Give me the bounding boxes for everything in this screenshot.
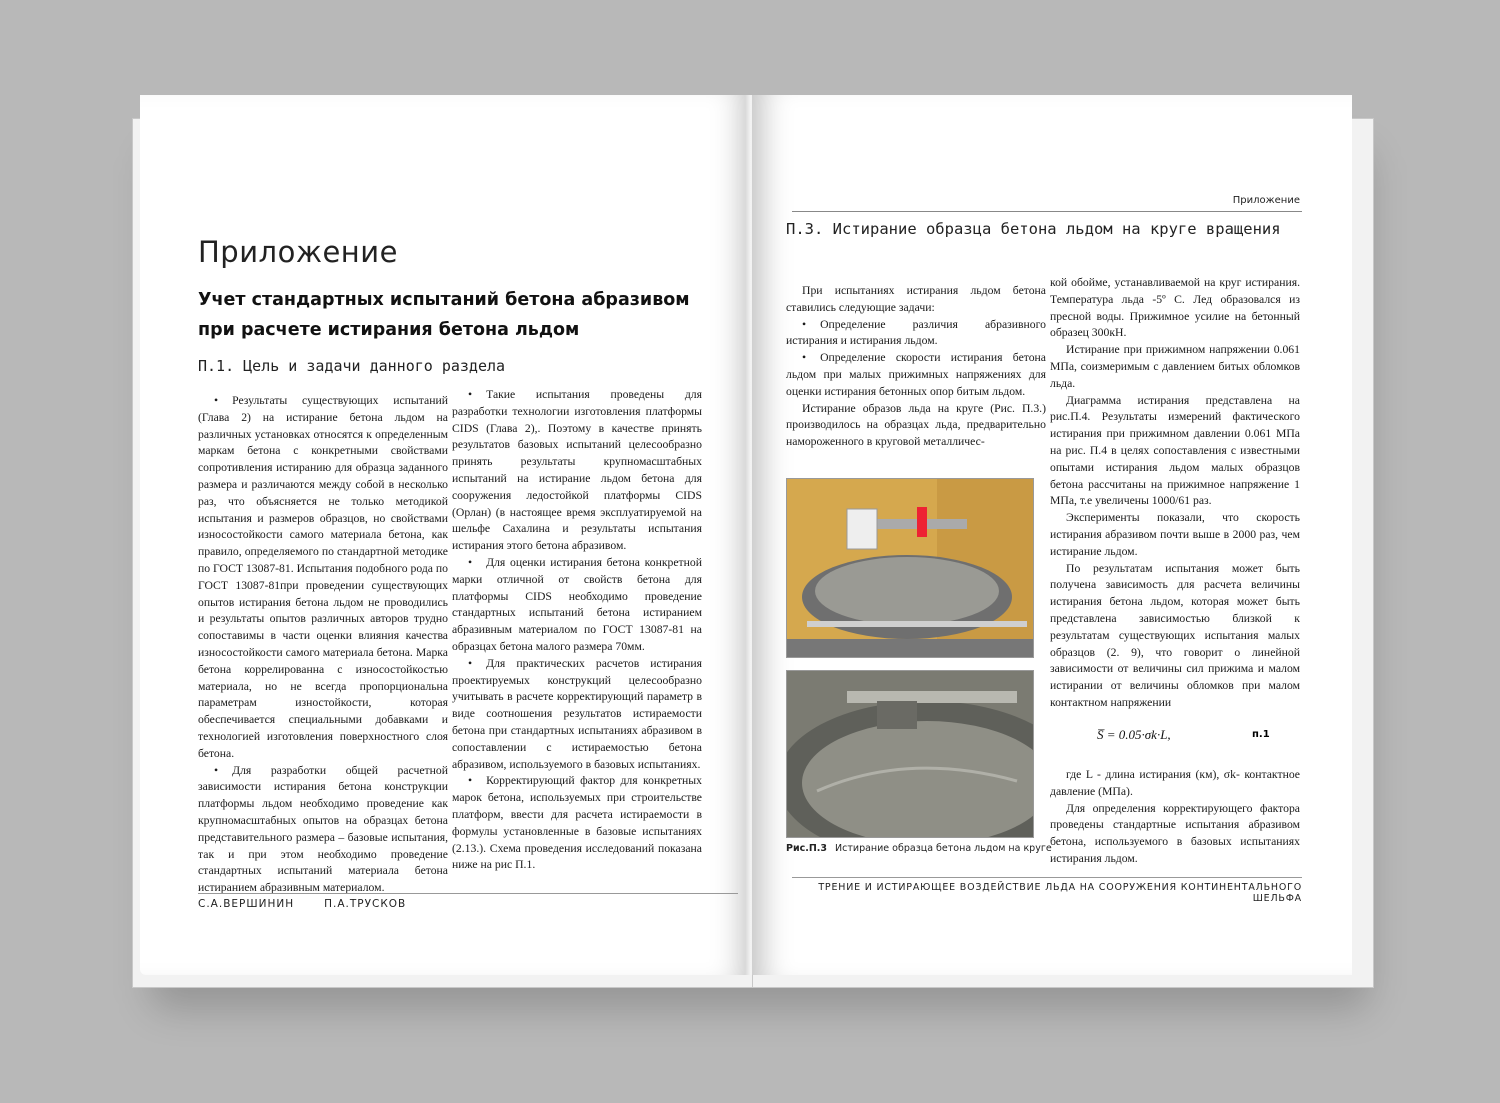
paragraph: • Такие испытания проведены для разработки технологии изготовления платформы CIDS (Глава 2),. Поэтому в качестве принять результатов базовых испытаний целесообразно принять результаты крупномасштабных испытаний на истирание льдом бетона для сооружения ледостойкой платформы CIDS (Орлан) (в настоящее время эксплуатируемой на шельфе Сахалина и результаты испытания истирания этого бетона абразивом.: [452, 387, 702, 555]
footer-book-title: ТРЕНИЕ И ИСТИРАЮЩЕЕ ВОЗДЕЙСТВИЕ ЛЬДА НА СООРУЖЕНИЯ КОНТИНЕНТАЛЬНОГО ШЕЛЬФА: [818, 882, 1302, 904]
footer-author-1: С.А.ВЕРШИНИН: [198, 898, 295, 910]
section-heading-p3: П.3. Истирание образца бетона льдом на круге вращения: [786, 220, 1281, 238]
paragraph: • Для практических расчетов истирания проектируемых конструкций целесообразно учитывать в расчете корректирующий параметр в виде соотношения результатов истираемости бетона при стандартных испытаниях абразивом в сопоставлении с истираемостью бетона абразивом, используемого в базовых испытаниях.: [452, 656, 702, 774]
paragraph: Истирание при прижимном напряжении 0.061 МПа, соизмеримым с давлением битых обломков льда.: [1050, 343, 1300, 390]
divider: [792, 211, 1302, 212]
paragraph: • Результаты существующих испытаний (Глава 2) на истирание бетона льдом на различных установках относятся к определенным маркам бетона с конкретными свойствами сопротивления истиранию для образца заданного размера и различаются между собой в несколько раз, что объясняется не только методикой испытания и размеров образцов, но свойствами износостойкости самого материала бетона, как правило, определяемого по стандартной методике по ГОСТ 13087-81. Испытания подобного рода по ГОСТ 13087-81при проведении существующих опытов истирания бетона льдом не проводились и результаты опытов различных авторов трудно сопоставимы в части оценки влияния качества износостойкости самого материала бетона. Марка бетона коррелированна с износостойкостью материала, но не всегда пропорциональна параметрам изностойкости, которая обеспечивается специальными добавками и технологией изготовления поверхностного слоя бетона.: [198, 393, 448, 763]
right-column-2-continued: [1050, 767, 1300, 868]
left-footer: [198, 893, 738, 912]
paragraph: • Корректирующий фактор для конкретных марок бетона, используемых при строительстве платформ, ввести для расчета истираемости в формулы установленные в базовые испытаниях (2.13.). Схема проведения исследований показана ниже на рис П.1.: [452, 773, 702, 874]
caption-text: Истирание образца бетона льдом на круге: [835, 843, 1052, 854]
right-column-1: [786, 283, 1046, 451]
right-column-2: [1050, 275, 1300, 712]
paragraph: По результатам испытания может быть получена зависимость для расчета величины истирания бетона льдом, которая может быть представлена зависимостью близкой к результатам существующих испытания малых образцов (2. 9), что говорит о линейной зависимости от величины сил прижима и малом истирании от величины обломков при малом контактном напряжении: [1050, 561, 1300, 709]
paragraph: • Определение скорости истирания бетона льдом при малых прижимных напряжениях для оценки истирания бетонных опор битым льдом.: [786, 350, 1046, 400]
paragraph: Эксперименты показали, что скорость истирания абразивом почти выше в 2000 раз, чем истирание льдом.: [1050, 511, 1300, 558]
section-heading-p1: П.1. Цель и задачи данного раздела: [198, 357, 506, 375]
caption-label: Рис.П.3: [786, 843, 828, 854]
formula-tag: п.1: [1252, 729, 1270, 740]
running-head: Приложение: [1232, 195, 1300, 206]
paragraph: кой обойме, устанавливаемой на круг истирания. Температура льда -5º С. Лед образовался из пресной воды. Прижимное усилие на бетонный образец 300кН.: [1050, 276, 1300, 340]
right-page: [752, 95, 1352, 975]
paragraph: При испытаниях истирания льдом бетона ставились следующие задачи:: [786, 284, 1046, 314]
photo-ice-disc-closeup: [786, 670, 1034, 838]
photo-ice-abrasion-machine: [786, 478, 1034, 658]
paragraph: Для определения корректирующего фактора проведены стандартные испытания абразивом бетона, используемого в базовых испытаниях истирания льдом.: [1050, 801, 1300, 865]
figure-caption: [786, 843, 1052, 854]
paragraph: • Для оценки истирания бетона конкретной марки отличной от свойств бетона для платформы CIDS необходимо проведение стандартных испытаний бетона истиранием абразивным материалом по ГОСТ 13087-81 на образцах бетона малого размера 70мм.: [452, 555, 702, 656]
paragraph: где L - длина истирания (км), σk- контактное давление (МПа).: [1050, 768, 1300, 798]
appendix-title: Приложение: [198, 235, 398, 269]
right-footer: [792, 877, 1302, 904]
main-heading: Учет стандартных испытаний бетона абразивом при расчете истирания бетона льдом: [198, 290, 690, 340]
paragraph: • Определение различия абразивного истирания и истирания льдом.: [786, 317, 1046, 351]
formula: S̅ = 0.05·σk·L,: [1097, 727, 1171, 742]
left-column-1: [198, 393, 448, 897]
paragraph: Диаграмма истирания представлена на рис.П.4. Результаты измерений фактического истирания при прижимном давлении 0.061 МПа на рис. П.4 в целях сопоставления с известными опытами истирания льдом малых образцов бетона рассчитаны на прижимное напряжение 1 МПа, т.е увеличены 1000/61 раз.: [1050, 393, 1300, 508]
paragraph: • Для разработки общей расчетной зависимости истирания бетона конструкции платформы льдом необходимо проведение как крупномасштабных опытов на образцах бетона представительного размера – базовые испытания, так и при этом необходимо проведение стандартных испытаний материала бетона истиранием абразивным материалом.: [198, 763, 448, 897]
paragraph: Истирание образов льда на круге (Рис. П.3.) производилось на образцах льда, предварительно намороженного в круговой металличес-: [786, 401, 1046, 449]
left-page: [140, 95, 752, 975]
footer-author-2: П.А.ТРУСКОВ: [324, 898, 407, 910]
left-column-2: [452, 387, 702, 874]
